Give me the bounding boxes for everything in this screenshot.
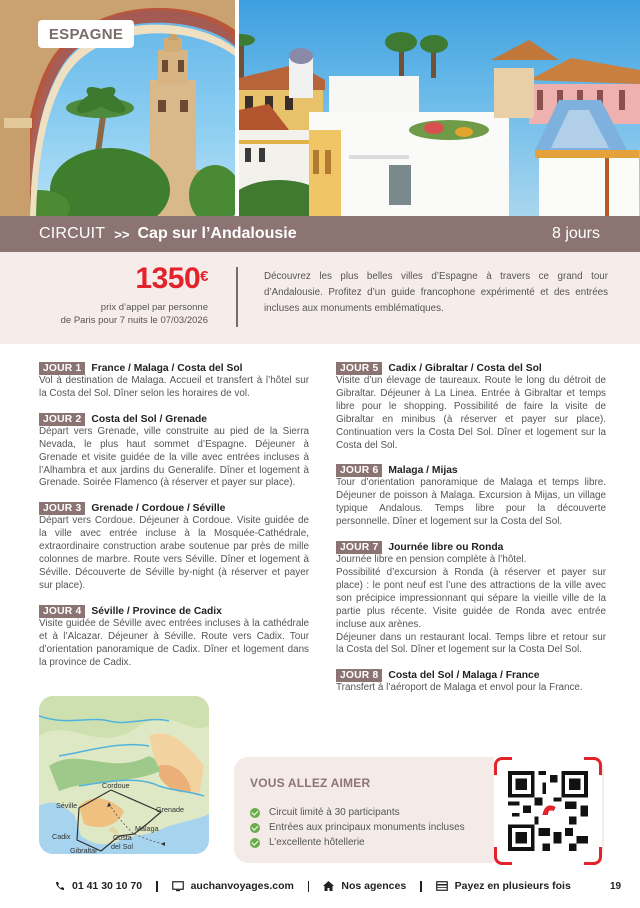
highlight-text: Entrées aux principaux monuments incluses <box>269 822 465 833</box>
trip-type: CIRCUIT <box>39 225 106 242</box>
day-1 <box>39 362 309 401</box>
website-link[interactable]: auchanvoyages.com <box>190 880 294 892</box>
itinerary-column-left <box>39 362 309 681</box>
day-tag: JOUR 1 <box>39 362 85 375</box>
vertical-divider <box>236 267 238 327</box>
day-text: Visite guidée de Séville avec entrées incluses à la cathédrale et à l’Alcazar. Déjeuner à Séville. Route vers Cadix. Tour d’orientation panoramique de Cadix. Dîner et logement dans la province de Cadix. <box>39 617 309 668</box>
qr-pattern <box>508 771 588 851</box>
highlight-text: L’excellente hôtellerie <box>269 837 365 848</box>
day-5 <box>336 362 606 452</box>
photo-seville-rooftops <box>239 0 640 216</box>
highlights-title: VOUS ALLEZ AIMER <box>250 776 371 790</box>
day-3 <box>39 502 309 592</box>
footer-separator <box>420 881 422 892</box>
footer-contact-bar <box>0 876 640 896</box>
price-note-line2: de Paris pour 7 nuits le 07/03/2026 <box>60 315 208 326</box>
day-6 <box>336 464 606 529</box>
footer-separator <box>308 881 310 892</box>
price-note <box>61 301 208 327</box>
route-map <box>39 696 209 854</box>
day-8 <box>336 669 606 695</box>
payment-link[interactable]: Payez en plusieurs fois <box>454 880 571 892</box>
trip-duration: 8 jours <box>551 225 600 242</box>
footer-agencies[interactable] <box>323 880 406 892</box>
day-2 <box>39 413 309 491</box>
footer-phone[interactable] <box>55 880 142 892</box>
day-tag: JOUR 7 <box>336 541 382 554</box>
day-tag: JOUR 5 <box>336 362 382 375</box>
price <box>61 261 208 297</box>
map-label-seville: Séville <box>56 801 78 810</box>
footer-website[interactable] <box>172 880 294 892</box>
country-badge: ESPAGNE <box>38 20 134 48</box>
check-circle-icon <box>250 808 260 818</box>
trip-title: Cap sur l’Andalousie <box>137 225 297 242</box>
trip-description: Découvrez les plus belles villes d’Espagne à travers ce grand tour d’Andalousie. Profitez d’un guide francophone expérimenté et des entrées incluses aux monuments emblématiques. <box>264 271 608 314</box>
day-tag: JOUR 3 <box>39 502 85 515</box>
day-text: Possibilité d’excursion à Ronda (à réserver et payer sur place) : le pont neuf est l’une des attractions de la ville avec son précipice impressionnant qui sépare la vieille ville de la partie plus récente. Visite guidée de Ronda avec entrée incluse aux arènes. <box>336 566 606 630</box>
day-7 <box>336 541 606 657</box>
phone-icon <box>55 881 65 891</box>
page-number: 19 <box>610 880 622 892</box>
day-title: Cadix / Gibraltar / Costa del Sol <box>388 363 542 374</box>
map-label-malaga: Malaga <box>135 824 159 833</box>
seville-illustration <box>239 0 640 216</box>
day-title: France / Malaga / Costa del Sol <box>91 363 243 374</box>
photo-cordoue-mosque <box>0 0 235 216</box>
footer-separator <box>156 881 158 892</box>
day-text: Journée libre en pension complète à l’hôtel. <box>336 554 527 566</box>
day-title: Costa del Sol / Malaga / France <box>388 670 540 682</box>
highlight-item <box>250 835 465 850</box>
highlights-list <box>250 805 465 850</box>
day-text: Déjeuner dans un restaurant local. Temps libre et retour sur la Costa del Sol. Dîner et logement sur la Costa Del Sol. <box>336 631 606 656</box>
home-icon <box>323 881 334 891</box>
agencies-link[interactable]: Nos agences <box>341 880 407 892</box>
day-tag: JOUR 2 <box>39 413 85 426</box>
day-text: Visite d’un élevage de taureaux. Route le long du détroit de Gibraltar. Déjeuner à La Linea. Entrée à Gibraltar et temps libre pour le shopping. Possibilité de faire la visite de Gibraltar en minibus (à réserver et payer sur place). Continuation vers la Costa Del Sol. Dîner et logement sur la Costa del Sol. <box>336 375 606 451</box>
phone-number: 01 41 30 10 70 <box>72 880 143 892</box>
intro-band <box>0 252 640 344</box>
map-label-cadix: Cadix <box>52 832 71 841</box>
chevron-right-icon: >> <box>114 226 130 242</box>
day-tag: JOUR 4 <box>39 605 85 618</box>
map-label-cordoue: Cordoue <box>102 781 130 790</box>
itinerary-column-right <box>336 362 606 707</box>
day-text: Tour d’orientation panoramique de Malaga et temps libre. Déjeuner de poisson à Malaga. Excursion à Mijas, un village typique Andalous. Temps libre pour la découverte personnelle. Dîner et logement sur la Costa del Sol. <box>336 477 606 528</box>
hero-images <box>0 0 640 216</box>
day-tag: JOUR 8 <box>336 669 382 682</box>
day-title: Costa del Sol / Grenade <box>91 413 207 425</box>
map-label-grenade: Grenade <box>156 805 184 814</box>
day-text: Départ vers Grenade, ville construite au pied de la Sierra Nevada, le plus haut sommet d’Espagne. Déjeuner à Grenade et visite guidée de la ville avec entrées incluses à l’Alhambra et aux jardins du Generalife. Dîner et logement à Grenade. Soirée Flamenco (à réserver et payer sur place). <box>39 425 309 489</box>
check-circle-icon <box>250 838 260 848</box>
price-block <box>61 261 208 327</box>
map-label-gibraltar: Gibraltar <box>70 846 98 854</box>
footer-payment[interactable] <box>436 880 571 892</box>
highlight-item <box>250 820 465 835</box>
map-label-costa: Costa <box>113 833 132 842</box>
day-text: Départ vers Cordoue. Déjeuner à Cordoue. Visite guidée de la ville avec entrée incluse à la Mosquée-Cathédrale, extraordinaire construction arabe soutenue par près de mille colonnes de marbre. Route vers Séville. Dîner et logement à Séville. Découverte de Séville by-night (à réserver et payer sur place). <box>39 515 309 591</box>
price-note-line1: prix d’appel par personne <box>100 302 208 313</box>
day-title: Grenade / Cordoue / Séville <box>91 503 226 515</box>
day-title: Malaga / Mijas <box>388 465 458 477</box>
day-tag: JOUR 6 <box>336 464 382 477</box>
qr-code[interactable] <box>494 757 602 865</box>
currency-symbol: € <box>200 268 208 285</box>
check-circle-icon <box>250 823 260 833</box>
map-label-del-sol: del Sol <box>111 842 133 851</box>
day-4 <box>39 605 309 670</box>
highlight-text: Circuit limité à 30 participants <box>269 807 400 818</box>
day-title: Journée libre ou Ronda <box>388 542 504 554</box>
day-title: Séville / Province de Cadix <box>91 605 222 617</box>
credit-card-icon <box>436 881 448 891</box>
monitor-icon <box>172 881 184 892</box>
price-value: 1350 <box>135 262 201 295</box>
day-text: Transfert à l’aéroport de Malaga et envol pour la France. <box>336 682 583 694</box>
title-bar <box>0 216 640 252</box>
highlight-item <box>250 805 465 820</box>
day-text: Vol à destination de Malaga. Accueil et transfert à l’hôtel sur la Costa del Sol. Dîner selon les horaires de vol. <box>39 375 309 399</box>
